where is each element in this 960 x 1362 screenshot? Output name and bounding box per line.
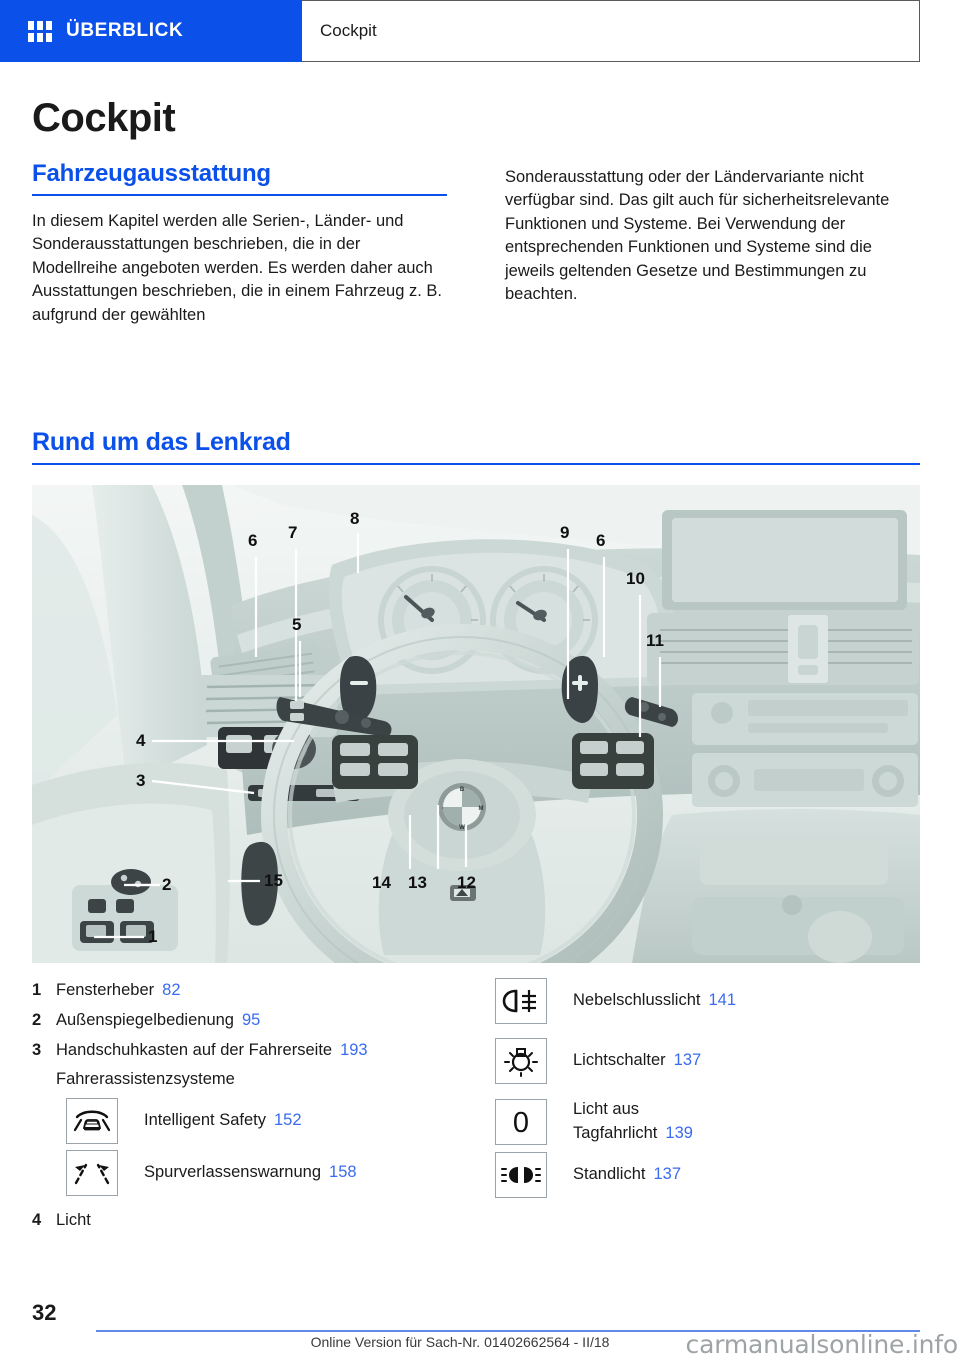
page-reference[interactable]: 139: [665, 1123, 693, 1142]
legend-label: Außenspiegelbedienung: [56, 1010, 234, 1029]
legend-icon-label: Nebelschlusslicht: [573, 991, 701, 1010]
header-chapter-label: ÜBERBLICK: [66, 20, 184, 41]
legend-icon-label-wrap: [573, 989, 736, 1013]
section-heading-label: Rund um das Lenkrad: [32, 428, 291, 456]
figure-callout-9: 9: [560, 523, 570, 542]
legend-icon-item: [495, 1098, 920, 1146]
legend-icon-label-secondary: [573, 1122, 693, 1146]
section-heading-rule: [32, 463, 920, 465]
page-reference[interactable]: 137: [673, 1051, 702, 1070]
figure-callout-6-left: 6: [248, 531, 258, 550]
svg-text:W: W: [459, 825, 465, 831]
figure-callout-13: 13: [408, 873, 427, 892]
figure-callout-14: 14: [372, 873, 391, 892]
page-reference[interactable]: 95: [241, 1010, 261, 1029]
page-reference[interactable]: 82: [162, 981, 181, 999]
cockpit-illustration: [32, 485, 920, 963]
figure-callout-15: 15: [264, 871, 283, 890]
legend-icon-label: Lichtschalter: [573, 1051, 666, 1070]
legend-icon-label-wrap: [144, 1109, 302, 1133]
svg-text:M: M: [478, 806, 484, 812]
legend-icon-label-wrap: [144, 1161, 357, 1185]
svg-text:·: ·: [442, 806, 444, 812]
figure-callout-1: 1: [148, 927, 158, 946]
legend-label: Licht: [56, 1211, 91, 1229]
legend-item: [32, 978, 457, 1003]
figure-callout-10: 10: [626, 569, 645, 588]
lane-departure-warning-icon: [66, 1150, 118, 1196]
intro-section: [32, 160, 920, 327]
page-header: [0, 0, 920, 62]
figure-callout-6-right: 6: [596, 531, 606, 550]
legend-icon-label-2: Tagfahrlicht: [573, 1123, 658, 1142]
intro-right-column: [505, 160, 920, 327]
footer-note: Online Version für Sach-Nr. 01402662564 - II/18: [310, 1334, 610, 1350]
svg-text:0: 0: [512, 1106, 530, 1139]
page-title: Cockpit: [32, 96, 176, 140]
legend-icon-label: Standlicht: [573, 1164, 646, 1183]
legend-section: [32, 978, 920, 1238]
section-heading-fahrzeugausstattung: Fahrzeugausstattung: [32, 160, 271, 187]
heading-rule: [32, 194, 447, 196]
figure-callout-12: 12: [457, 873, 476, 892]
svg-text:B: B: [459, 787, 465, 793]
legend-label: Handschuhkasten auf der Fahrerseite: [56, 1040, 333, 1059]
page-reference[interactable]: 193: [340, 1040, 368, 1059]
intro-left-column: [32, 160, 447, 327]
page-reference[interactable]: 152: [274, 1111, 302, 1130]
legend-icon-item: [32, 1098, 457, 1144]
header-chapter-tab[interactable]: [0, 0, 302, 62]
breadcrumb: [302, 0, 920, 62]
legend-number: 1: [32, 981, 42, 999]
legend-left-column: [32, 978, 457, 1238]
legend-item: [32, 1008, 457, 1033]
legend-item: [32, 1208, 457, 1233]
legend-right-column: [495, 978, 920, 1238]
figure-callout-4: 4: [136, 731, 146, 750]
legend-icon-item: [32, 1150, 457, 1196]
figure-callout-2: 2: [162, 875, 172, 894]
intro-right-body: [505, 166, 920, 307]
legend-icon-label: Spurverlassenswarnung: [144, 1163, 322, 1182]
legend-number: 4: [32, 1211, 42, 1229]
legend-label: Fensterheber: [56, 981, 155, 999]
legend-number: 2: [32, 1010, 42, 1029]
page-number: 32: [32, 1300, 57, 1325]
figure-callout-8: 8: [350, 509, 360, 528]
grid-icon: [28, 21, 52, 42]
figure-callout-5: 5: [292, 615, 302, 634]
legend-icon-label-wrap: [573, 1049, 701, 1073]
rear-fog-light-icon: [495, 978, 547, 1024]
page-reference[interactable]: 137: [653, 1164, 681, 1183]
legend-number: 3: [32, 1040, 42, 1059]
section-rund-um-das-lenkrad: [32, 428, 920, 465]
legend-icon-item: [495, 978, 920, 1024]
page-reference[interactable]: 141: [708, 991, 737, 1010]
figure-callout-3: 3: [136, 771, 146, 790]
legend-icon-label-wrap: [573, 1163, 681, 1187]
figure-callout-7: 7: [288, 523, 298, 542]
light-off-icon: [495, 1099, 547, 1145]
parking-light-icon: [495, 1152, 547, 1198]
breadcrumb-label: Cockpit: [320, 21, 377, 40]
intelligent-safety-icon: [66, 1098, 118, 1144]
watermark: carmanualsonline.info: [685, 1330, 958, 1359]
intro-right-paragraph: Sonderausstattung oder der Ländervariante nicht verfügbar sind. Das gilt auch für sicherheitsrelevante Funktionen und Systeme. Bei Verwendung der entsprechenden Funktionen und Systeme sind die jeweils geltenden Gesetze und Bestimmungen zu beachten.: [505, 168, 890, 304]
light-switch-icon: [495, 1038, 547, 1084]
intro-left-body: [32, 210, 447, 327]
figure-callout-11: 11: [646, 631, 664, 650]
legend-icon-label: Intelligent Safety: [144, 1111, 266, 1130]
legend-icon-label: Licht aus: [573, 1100, 640, 1118]
legend-icon-item: [495, 1152, 920, 1198]
legend-item: [32, 1038, 457, 1063]
page-reference[interactable]: 158: [329, 1163, 357, 1182]
intro-left-paragraph: In diesem Kapitel werden alle Serien-, Länder- und Sonderausstattungen beschrieben, die in der Modellreihe angeboten werden. Es werden daher auch Ausstattungen beschrieben, die in einem Fahrzeug z. B. aufgrund der gewählten: [32, 212, 442, 324]
legend-icon-label-wrap: [573, 1098, 693, 1146]
legend-icon-item: [495, 1038, 920, 1084]
legend-subheading-driver-assistance: Fahrerassistenzsysteme: [56, 1070, 235, 1089]
